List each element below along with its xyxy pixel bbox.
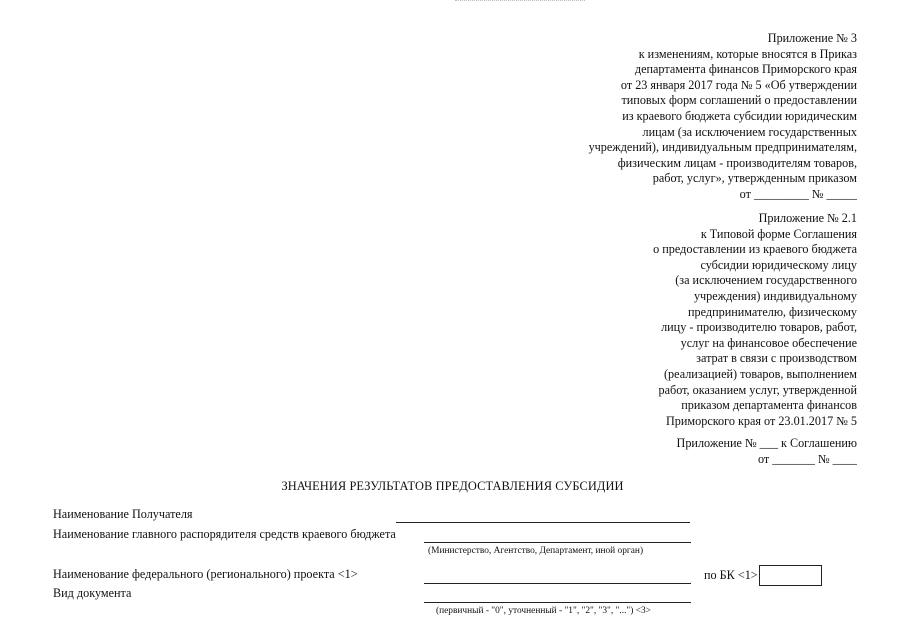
annex-3-header [589, 31, 857, 203]
agreement-date-number: от _______ № ____ [757, 451, 857, 466]
annex-3-line: Приложение № 3 [767, 31, 857, 45]
annex-2-1-line: к Типовой форме Соглашения [700, 226, 857, 241]
doc-type-label: Вид документа [53, 586, 132, 600]
doc-type-field[interactable] [424, 602, 691, 603]
annex-3-line: лицам (за исключением государственных [642, 124, 857, 139]
annex-2-1-line: (реализацией) товаров, выполнением [663, 366, 857, 381]
annex-2-1-line: затрат в связи с производством [696, 351, 857, 366]
project-field[interactable] [424, 583, 691, 584]
document-title: ЗНАЧЕНИЯ РЕЗУЛЬТАТОВ ПРЕДОСТАВЛЕНИЯ СУБСИДИИ [281, 479, 624, 493]
project-label: Наименование федерального (регионального) проекта <1> [53, 567, 358, 581]
annex-3-line: из краевого бюджета субсидии юридическим [622, 108, 857, 123]
annex-2-1-line: лицу - производителю товаров, работ, [661, 320, 857, 335]
annex-3-line: к изменениям, которые вносятся в Приказ [638, 46, 857, 61]
recipient-label: Наименование Получателя [53, 507, 193, 521]
annex-2-1-line: приказом департамента финансов [681, 398, 857, 413]
annex-2-1-line: работ, оказанием услуг, утвержденной [658, 382, 857, 397]
annex-2-1-line: Приморского края от 23.01.2017 № 5 [666, 413, 857, 428]
annex-3-line: физическим лицам - производителям товаров, [617, 155, 857, 170]
annex-2-1-line: Приложение № 2.1 [758, 211, 857, 225]
agreement-annex-header [677, 436, 857, 467]
annex-2-1-line: учреждения) индивидуальному [693, 288, 857, 303]
doc-type-hint: (первичный - "0", уточненный - "1", "2", "3", "...") <3> [436, 606, 651, 616]
annex-3-line: учреждений), индивидуальным предпринимателям, [588, 140, 857, 155]
bk-label: по БК <1> [704, 568, 758, 582]
annex-3-line: от 23 января 2017 года № 5 «Об утверждении [620, 77, 857, 92]
annex-2-1-line: (за исключением государственного [675, 273, 857, 288]
annex-3-line: департамента финансов Приморского края [634, 62, 857, 77]
bk-code-box[interactable] [759, 565, 822, 586]
annex-2-1-line: субсидии юридическому лицу [700, 257, 857, 272]
recipient-field[interactable] [396, 522, 690, 523]
annex-3-line: работ, услуг», утвержденным приказом [652, 171, 857, 186]
main-manager-hint: (Министерство, Агентство, Департамент, иной орган) [428, 546, 644, 556]
annex-2-1-header [653, 211, 857, 429]
annex-3-date-number: от _________ № _____ [739, 186, 857, 201]
main-manager-label: Наименование главного распорядителя средств краевого бюджета [53, 527, 396, 541]
agreement-annex-line: Приложение № ___ к Соглашению [676, 436, 857, 450]
annex-3-line: типовых форм соглашений о предоставлении [621, 93, 857, 108]
scan-artifact [455, 0, 585, 3]
annex-2-1-line: предпринимателю, физическому [688, 304, 857, 319]
annex-2-1-line: о предоставлении из краевого бюджета [653, 242, 857, 257]
main-manager-field[interactable] [424, 542, 691, 543]
annex-2-1-line: услуг на финансовое обеспечение [680, 335, 857, 350]
